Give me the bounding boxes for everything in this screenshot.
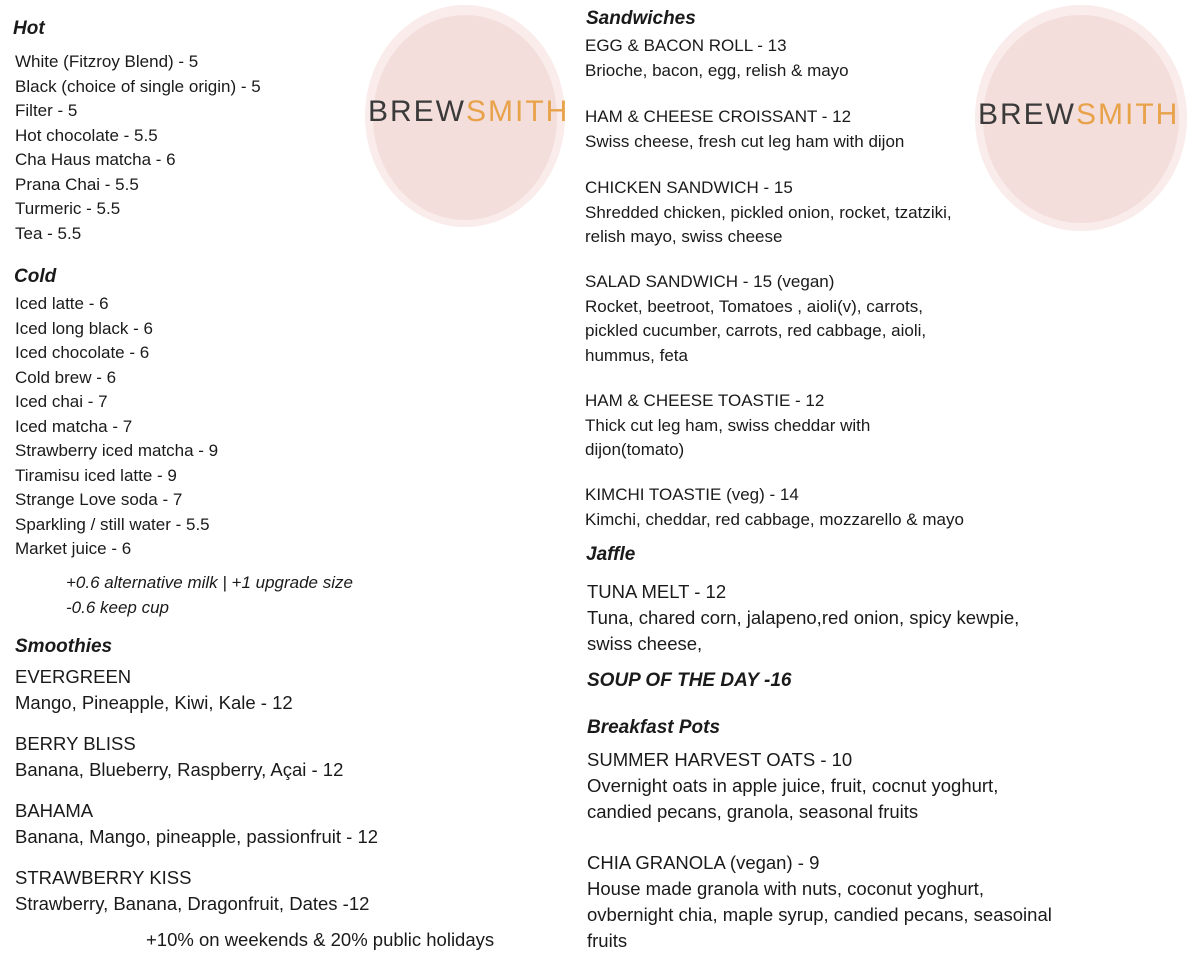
list-item: White (Fitzroy Blend) - 5 [15, 52, 199, 71]
list-item: Prana Chai - 5.5 [15, 174, 139, 194]
item-name: EGG & BACON ROLL - 13 [585, 36, 787, 55]
breakfast-heading: Breakfast Pots [587, 717, 721, 738]
list-item: Iced matcha - 7 [15, 416, 133, 436]
item-name: HAM & CHEESE CROISSANT - 12 [585, 107, 852, 126]
smoothies-heading: Smoothies [15, 636, 113, 657]
list-item: Tea - 5.5 [15, 223, 82, 243]
list-item: Iced long black - 6 [15, 318, 153, 338]
sandwich-item [585, 105, 904, 154]
item-name: SALAD SANDWICH - 15 (vegan) [585, 272, 835, 291]
item-desc: Thick cut leg ham, swiss cheddar with [585, 415, 871, 435]
item-desc: dijon(tomato) [585, 440, 685, 459]
list-item: Iced chocolate - 6 [15, 343, 150, 362]
item-desc: relish mayo, swiss cheese [585, 227, 783, 246]
list-item: Cold brew - 6 [15, 367, 117, 387]
list-item: Strawberry iced matcha - 9 [15, 441, 219, 460]
item-desc: ovbernight chia, maple syrup, candied pecans, seasoinal [587, 904, 1052, 925]
smoothie-name: EVERGREEN [15, 666, 132, 687]
item-name: TUNA MELT - 12 [587, 581, 727, 602]
sandwich-item [585, 176, 952, 250]
soup-heading: SOUP OF THE DAY -16 [587, 670, 792, 691]
sandwich-item [585, 389, 870, 463]
list-item [15, 798, 378, 850]
list-item: Iced chai - 7 [15, 392, 108, 411]
hot-list [15, 50, 261, 246]
hot-heading: Hot [13, 18, 45, 39]
surcharge-note: +10% on weekends & 20% public holidays [146, 929, 495, 950]
smoothie-name: STRAWBERRY KISS [15, 867, 192, 888]
item-desc: candied pecans, granola, seasonal fruits [587, 801, 919, 822]
keep-cup-note: -0.6 keep cup [66, 598, 170, 617]
smoothie-desc: Banana, Blueberry, Raspberry, Açai - 12 [15, 759, 344, 780]
list-item [15, 731, 378, 783]
breakfast-item [587, 747, 998, 825]
list-item: Sparkling / still water - 5.5 [15, 514, 210, 534]
list-item: Tiramisu iced latte - 9 [15, 465, 177, 485]
item-desc: Shredded chicken, pickled onion, rocket, tzatziki, [585, 202, 952, 222]
list-item: Iced latte - 6 [15, 294, 109, 313]
item-desc: Swiss cheese, fresh cut leg ham with dijon [585, 131, 905, 151]
list-item: Market juice - 6 [15, 539, 132, 558]
list-item: Hot chocolate - 5.5 [15, 125, 158, 145]
smoothies-list [15, 664, 378, 917]
list-item: Turmeric - 5.5 [15, 199, 121, 218]
item-desc: hummus, feta [585, 345, 688, 365]
list-item: Cha Haus matcha - 6 [15, 150, 176, 169]
milk-note: +0.6 alternative milk | +1 upgrade size [66, 573, 353, 592]
logo-wordmark: BREWSMITH [368, 95, 570, 128]
item-desc: Rocket, beetroot, Tomatoes , aioli(v), carrots, [585, 296, 923, 316]
item-desc: fruits [587, 930, 628, 951]
list-item: Strange Love soda - 7 [15, 490, 183, 509]
logo-wordmark: BREWSMITH [978, 98, 1180, 131]
list-item: Filter - 5 [15, 101, 78, 120]
smoothie-name: BERRY BLISS [15, 733, 136, 754]
cold-notes [66, 570, 353, 620]
item-name: CHICKEN SANDWICH - 15 [585, 178, 793, 197]
item-desc: pickled cucumber, carrots, red cabbage, aioli, [585, 321, 927, 340]
item-desc: Tuna, chared corn, jalapeno,red onion, spicy kewpie, [587, 607, 1020, 628]
jaffle-item [587, 579, 1019, 657]
item-desc: swiss cheese, [587, 633, 703, 654]
smoothie-desc: Banana, Mango, pineapple, passionfruit - 12 [15, 826, 379, 847]
breakfast-item [587, 850, 1052, 954]
item-desc: Brioche, bacon, egg, relish & mayo [585, 60, 849, 80]
list-item [15, 664, 378, 716]
sandwich-item [585, 34, 849, 83]
brand-logo-left [365, 5, 575, 230]
jaffle-heading: Jaffle [586, 544, 636, 565]
smoothie-desc: Mango, Pineapple, Kiwi, Kale - 12 [15, 692, 293, 713]
list-item [15, 865, 378, 917]
cold-list [15, 292, 218, 562]
sandwiches-heading: Sandwiches [586, 8, 696, 29]
item-desc: Overnight oats in apple juice, fruit, cocnut yoghurt, [587, 775, 999, 796]
item-name: SUMMER HARVEST OATS - 10 [587, 749, 853, 770]
item-desc: Kimchi, cheddar, red cabbage, mozzarello & mayo [585, 509, 964, 529]
list-item: Black (choice of single origin) - 5 [15, 76, 261, 96]
brand-logo-right [975, 5, 1190, 233]
item-desc: House made granola with nuts, coconut yoghurt, [587, 878, 984, 899]
item-name: HAM & CHEESE TOASTIE - 12 [585, 391, 825, 410]
item-name: KIMCHI TOASTIE (veg) - 14 [585, 485, 799, 504]
item-name: CHIA GRANOLA (vegan) - 9 [587, 852, 820, 873]
smoothie-desc: Strawberry, Banana, Dragonfruit, Dates -12 [15, 893, 370, 914]
sandwich-item [585, 483, 964, 532]
sandwich-item [585, 270, 926, 368]
smoothie-name: BAHAMA [15, 800, 94, 821]
cold-heading: Cold [14, 266, 57, 287]
